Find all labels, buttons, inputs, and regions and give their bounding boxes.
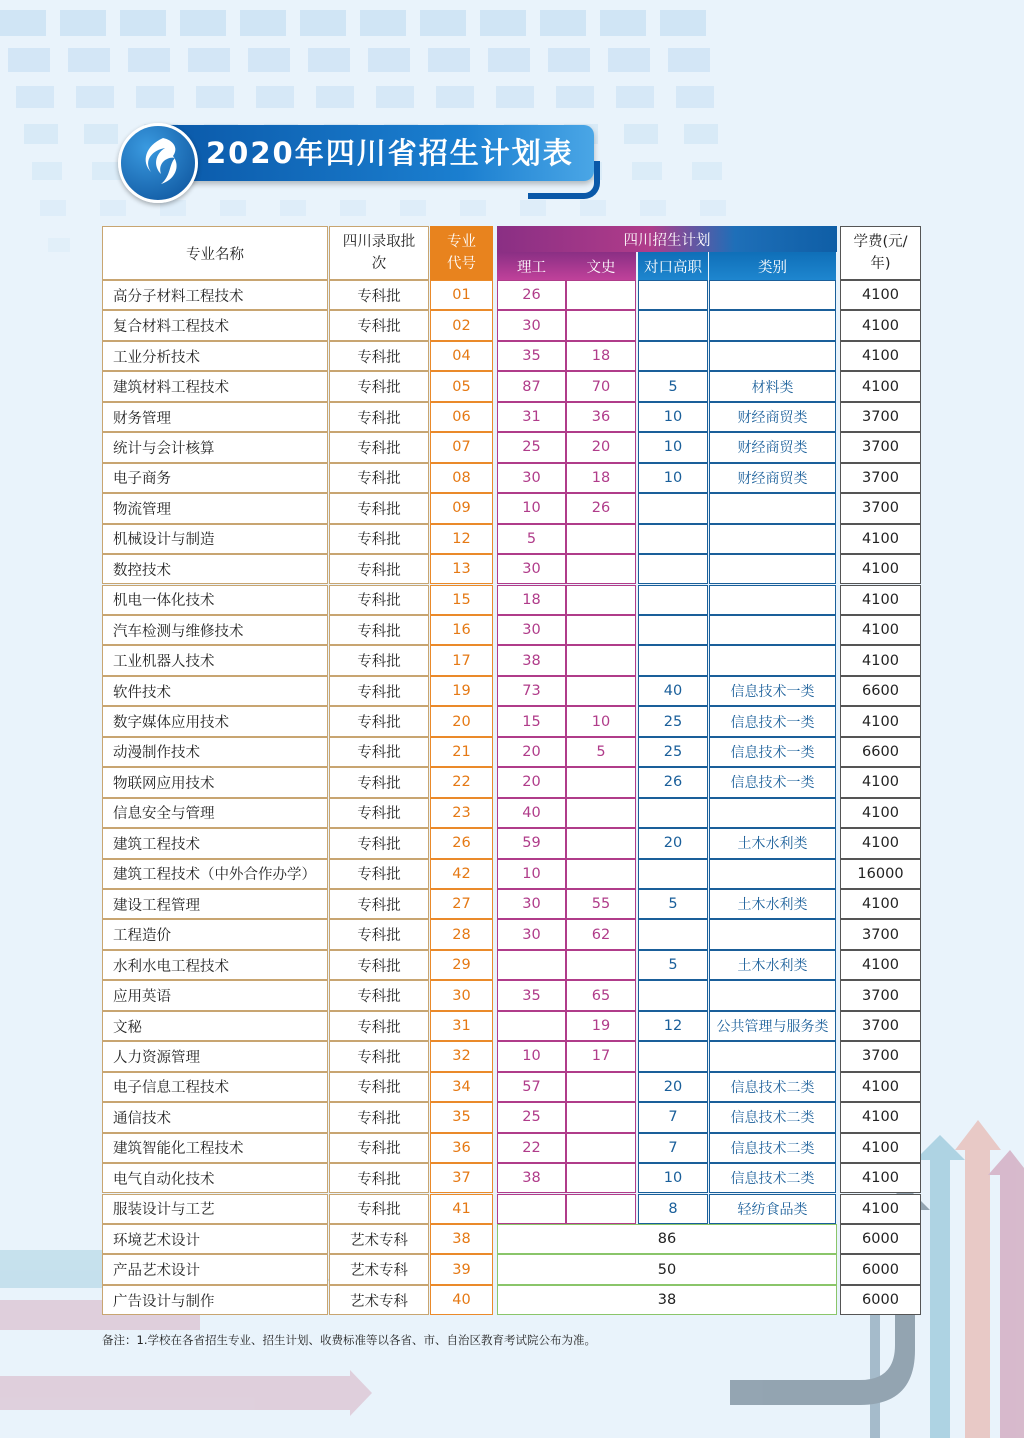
table-row-category <box>709 645 836 675</box>
table-row-science: 59 <box>497 828 566 858</box>
table-row-code: 08 <box>430 463 493 493</box>
table-row-category: 财经商贸类 <box>709 432 836 462</box>
table-row-code: 15 <box>430 585 493 615</box>
table-row-name: 信息安全与管理 <box>102 798 328 828</box>
table-row-vocational: 20 <box>638 1072 708 1102</box>
table-row-science: 35 <box>497 341 566 371</box>
art-row-name: 广告设计与制作 <box>102 1285 328 1315</box>
table-row-science: 30 <box>497 919 566 949</box>
table-row-science: 38 <box>497 645 566 675</box>
table-row-science: 26 <box>497 280 566 310</box>
table-row-fee: 3700 <box>840 493 921 523</box>
table-row-name: 文秘 <box>102 1011 328 1041</box>
table-row-batch: 专科批 <box>329 524 429 554</box>
table-row-batch: 专科批 <box>329 585 429 615</box>
footnote: 备注：1.学校在各省招生专业、招生计划、收费标准等以各省、市、自治区教育考试院公布为准。 <box>102 1333 596 1347</box>
table-row-name: 汽车检测与维修技术 <box>102 615 328 645</box>
table-row-code: 32 <box>430 1041 493 1071</box>
table-row-science: 10 <box>497 859 566 889</box>
table-row-fee: 4100 <box>840 1163 921 1193</box>
table-row-fee: 3700 <box>840 463 921 493</box>
table-row-vocational <box>638 554 708 584</box>
table-row-name: 建筑工程技术 <box>102 828 328 858</box>
table-row-science: 38 <box>497 1163 566 1193</box>
table-row-fee: 4100 <box>840 1133 921 1163</box>
table-row-vocational <box>638 645 708 675</box>
table-row-batch: 专科批 <box>329 341 429 371</box>
table-row-name: 动漫制作技术 <box>102 737 328 767</box>
table-row-science: 31 <box>497 402 566 432</box>
table-row-arts <box>566 645 636 675</box>
table-row-code: 35 <box>430 1102 493 1132</box>
art-row-code: 40 <box>430 1285 493 1315</box>
table-row-batch: 专科批 <box>329 1072 429 1102</box>
table-row-category <box>709 919 836 949</box>
table-row-arts: 18 <box>566 341 636 371</box>
table-row-batch: 专科批 <box>329 859 429 889</box>
table-row-batch: 专科批 <box>329 919 429 949</box>
table-row-batch: 专科批 <box>329 737 429 767</box>
table-row-code: 04 <box>430 341 493 371</box>
table-row-arts: 20 <box>566 432 636 462</box>
table-row-science: 25 <box>497 1102 566 1132</box>
table-row-fee: 4100 <box>840 645 921 675</box>
table-row-name: 水利水电工程技术 <box>102 950 328 980</box>
table-row-arts <box>566 950 636 980</box>
table-row-batch: 专科批 <box>329 1041 429 1071</box>
table-row-name: 建筑工程技术（中外合作办学） <box>102 859 328 889</box>
table-row-fee: 4100 <box>840 554 921 584</box>
art-row-total: 50 <box>497 1254 837 1284</box>
table-row-arts <box>566 1133 636 1163</box>
table-row-fee: 4100 <box>840 798 921 828</box>
school-logo-icon <box>118 123 198 203</box>
table-row-batch: 专科批 <box>329 828 429 858</box>
table-row-vocational: 26 <box>638 767 708 797</box>
table-row-vocational: 10 <box>638 402 708 432</box>
table-row-science: 10 <box>497 1041 566 1071</box>
table-row-name: 物流管理 <box>102 493 328 523</box>
table-row-science: 22 <box>497 1133 566 1163</box>
table-row-category <box>709 585 836 615</box>
table-row-arts <box>566 767 636 797</box>
table-row-vocational: 5 <box>638 950 708 980</box>
table-row-name: 物联网应用技术 <box>102 767 328 797</box>
table-row-category: 信息技术二类 <box>709 1133 836 1163</box>
table-row-category: 信息技术一类 <box>709 767 836 797</box>
table-row-name: 复合材料工程技术 <box>102 310 328 340</box>
title-banner <box>118 123 594 193</box>
table-row-category: 信息技术二类 <box>709 1102 836 1132</box>
table-row-vocational: 12 <box>638 1011 708 1041</box>
table-row-fee: 4100 <box>840 585 921 615</box>
header-vocational: 对口高职 <box>638 252 708 280</box>
table-row-arts <box>566 524 636 554</box>
table-row-batch: 专科批 <box>329 798 429 828</box>
table-row-category: 材料类 <box>709 371 836 401</box>
table-row-batch: 专科批 <box>329 371 429 401</box>
table-row-arts: 62 <box>566 919 636 949</box>
table-row-fee: 4100 <box>840 889 921 919</box>
table-row-batch: 专科批 <box>329 1163 429 1193</box>
table-row-name: 工业分析技术 <box>102 341 328 371</box>
table-row-name: 数字媒体应用技术 <box>102 706 328 736</box>
table-row-vocational: 25 <box>638 737 708 767</box>
table-row-vocational <box>638 310 708 340</box>
table-row-arts: 70 <box>566 371 636 401</box>
table-row-code: 13 <box>430 554 493 584</box>
table-row-code: 28 <box>430 919 493 949</box>
table-row-name: 通信技术 <box>102 1102 328 1132</box>
table-row-name: 建筑材料工程技术 <box>102 371 328 401</box>
table-row-vocational <box>638 980 708 1010</box>
table-row-code: 01 <box>430 280 493 310</box>
table-row-batch: 专科批 <box>329 1133 429 1163</box>
table-row-category: 公共管理与服务类 <box>709 1011 836 1041</box>
table-row-vocational <box>638 859 708 889</box>
table-row-arts <box>566 280 636 310</box>
table-row-vocational <box>638 615 708 645</box>
header-arts: 文史 <box>566 252 636 280</box>
table-row-fee: 6600 <box>840 737 921 767</box>
table-row-category <box>709 524 836 554</box>
table-row-name: 工业机器人技术 <box>102 645 328 675</box>
table-row-batch: 专科批 <box>329 676 429 706</box>
table-row-batch: 专科批 <box>329 310 429 340</box>
table-row-science: 25 <box>497 432 566 462</box>
table-row-science: 5 <box>497 524 566 554</box>
table-row-batch: 专科批 <box>329 950 429 980</box>
table-row-name: 电气自动化技术 <box>102 1163 328 1193</box>
table-row-fee: 4100 <box>840 828 921 858</box>
table-row-code: 30 <box>430 980 493 1010</box>
table-row-name: 数控技术 <box>102 554 328 584</box>
table-row-arts <box>566 585 636 615</box>
table-row-science: 20 <box>497 737 566 767</box>
table-row-name: 机械设计与制造 <box>102 524 328 554</box>
table-row-fee: 4100 <box>840 1102 921 1132</box>
table-row-science: 35 <box>497 980 566 1010</box>
table-row-code: 29 <box>430 950 493 980</box>
table-row-category: 土木水利类 <box>709 950 836 980</box>
table-row-arts <box>566 1102 636 1132</box>
table-row-batch: 专科批 <box>329 615 429 645</box>
table-row-arts <box>566 676 636 706</box>
table-row-science: 40 <box>497 798 566 828</box>
art-row-code: 38 <box>430 1224 493 1254</box>
table-row-batch: 专科批 <box>329 1194 429 1224</box>
table-row-code: 21 <box>430 737 493 767</box>
table-row-category <box>709 859 836 889</box>
table-row-science: 30 <box>497 463 566 493</box>
table-row-fee: 3700 <box>840 1011 921 1041</box>
table-row-category <box>709 341 836 371</box>
table-row-science: 57 <box>497 1072 566 1102</box>
table-row-category: 信息技术一类 <box>709 676 836 706</box>
table-row-vocational <box>638 341 708 371</box>
table-row-fee: 4100 <box>840 371 921 401</box>
table-row-batch: 专科批 <box>329 1011 429 1041</box>
table-row-name: 统计与会计核算 <box>102 432 328 462</box>
table-row-batch: 专科批 <box>329 463 429 493</box>
table-row-code: 36 <box>430 1133 493 1163</box>
art-row-code: 39 <box>430 1254 493 1284</box>
table-row-arts: 36 <box>566 402 636 432</box>
table-row-batch: 专科批 <box>329 432 429 462</box>
table-row-science <box>497 1011 566 1041</box>
table-row-code: 09 <box>430 493 493 523</box>
table-row-code: 19 <box>430 676 493 706</box>
table-row-code: 22 <box>430 767 493 797</box>
table-row-category <box>709 280 836 310</box>
art-row-fee: 6000 <box>840 1254 921 1284</box>
table-row-science: 15 <box>497 706 566 736</box>
header-science: 理工 <box>497 252 566 280</box>
page-title: 2020年四川省招生计划表 <box>206 136 574 170</box>
table-row-code: 26 <box>430 828 493 858</box>
table-row-category <box>709 615 836 645</box>
table-row-fee: 3700 <box>840 980 921 1010</box>
table-row-arts <box>566 1072 636 1102</box>
table-row-name: 电子信息工程技术 <box>102 1072 328 1102</box>
table-row-name: 软件技术 <box>102 676 328 706</box>
art-row-name: 产品艺术设计 <box>102 1254 328 1284</box>
table-row-fee: 4100 <box>840 280 921 310</box>
table-row-arts <box>566 615 636 645</box>
table-row-category: 土木水利类 <box>709 828 836 858</box>
table-row-science <box>497 1194 566 1224</box>
table-row-fee: 3700 <box>840 432 921 462</box>
art-row-fee: 6000 <box>840 1285 921 1315</box>
table-row-name: 财务管理 <box>102 402 328 432</box>
art-row-batch: 艺术专科 <box>329 1254 429 1284</box>
table-row-vocational <box>638 919 708 949</box>
table-row-category <box>709 980 836 1010</box>
table-row-science: 18 <box>497 585 566 615</box>
table-row-vocational: 10 <box>638 432 708 462</box>
header-plan-group: 四川招生计划 <box>497 226 837 252</box>
table-row-fee: 6600 <box>840 676 921 706</box>
table-row-category <box>709 798 836 828</box>
table-row-science: 30 <box>497 310 566 340</box>
table-row-vocational: 8 <box>638 1194 708 1224</box>
table-row-code: 20 <box>430 706 493 736</box>
table-row-arts: 55 <box>566 889 636 919</box>
table-row-code: 37 <box>430 1163 493 1193</box>
table-row-vocational <box>638 585 708 615</box>
header-fee: 学费(元/年) <box>840 226 921 280</box>
header-name: 专业名称 <box>102 226 328 280</box>
art-row-batch: 艺术专科 <box>329 1285 429 1315</box>
table-row-code: 41 <box>430 1194 493 1224</box>
table-row-category: 土木水利类 <box>709 889 836 919</box>
table-row-fee: 4100 <box>840 615 921 645</box>
table-row-fee: 4100 <box>840 1194 921 1224</box>
table-row-science: 73 <box>497 676 566 706</box>
table-row-name: 高分子材料工程技术 <box>102 280 328 310</box>
table-row-code: 27 <box>430 889 493 919</box>
table-row-batch: 专科批 <box>329 554 429 584</box>
table-row-batch: 专科批 <box>329 767 429 797</box>
table-row-name: 工程造价 <box>102 919 328 949</box>
table-row-arts <box>566 310 636 340</box>
table-row-vocational: 10 <box>638 1163 708 1193</box>
table-row-science: 87 <box>497 371 566 401</box>
table-row-code: 16 <box>430 615 493 645</box>
table-row-name: 机电一体化技术 <box>102 585 328 615</box>
table-row-code: 42 <box>430 859 493 889</box>
table-row-science: 20 <box>497 767 566 797</box>
table-row-fee: 3700 <box>840 919 921 949</box>
table-row-arts <box>566 798 636 828</box>
table-row-batch: 专科批 <box>329 280 429 310</box>
table-row-arts <box>566 1163 636 1193</box>
table-row-category <box>709 310 836 340</box>
table-row-batch: 专科批 <box>329 402 429 432</box>
table-row-science: 10 <box>497 493 566 523</box>
table-row-batch: 专科批 <box>329 980 429 1010</box>
table-row-vocational <box>638 1041 708 1071</box>
table-row-code: 02 <box>430 310 493 340</box>
table-row-arts <box>566 828 636 858</box>
table-row-fee: 4100 <box>840 950 921 980</box>
table-row-fee: 4100 <box>840 706 921 736</box>
table-row-name: 建设工程管理 <box>102 889 328 919</box>
table-row-vocational: 40 <box>638 676 708 706</box>
table-row-category: 信息技术一类 <box>709 737 836 767</box>
table-row-fee: 16000 <box>840 859 921 889</box>
table-row-category: 信息技术一类 <box>709 706 836 736</box>
table-row-vocational: 7 <box>638 1133 708 1163</box>
table-row-fee: 3700 <box>840 402 921 432</box>
table-row-category: 信息技术二类 <box>709 1163 836 1193</box>
table-row-fee: 3700 <box>840 1041 921 1071</box>
table-row-name: 建筑智能化工程技术 <box>102 1133 328 1163</box>
table-row-arts <box>566 554 636 584</box>
table-row-arts: 10 <box>566 706 636 736</box>
table-row-science: 30 <box>497 554 566 584</box>
table-row-name: 服装设计与工艺 <box>102 1194 328 1224</box>
table-row-code: 34 <box>430 1072 493 1102</box>
table-row-batch: 专科批 <box>329 493 429 523</box>
table-row-science: 30 <box>497 889 566 919</box>
header-batch: 四川录取批次 <box>329 226 429 280</box>
table-row-vocational <box>638 280 708 310</box>
table-row-arts: 19 <box>566 1011 636 1041</box>
table-row-name: 电子商务 <box>102 463 328 493</box>
table-row-batch: 专科批 <box>329 706 429 736</box>
table-row-fee: 4100 <box>840 1072 921 1102</box>
table-row-code: 12 <box>430 524 493 554</box>
art-row-total: 38 <box>497 1285 837 1315</box>
table-row-code: 05 <box>430 371 493 401</box>
table-row-batch: 专科批 <box>329 645 429 675</box>
table-row-category <box>709 1041 836 1071</box>
table-row-vocational: 25 <box>638 706 708 736</box>
table-row-code: 31 <box>430 1011 493 1041</box>
table-row-code: 06 <box>430 402 493 432</box>
table-row-arts: 26 <box>566 493 636 523</box>
table-row-code: 07 <box>430 432 493 462</box>
art-row-total: 86 <box>497 1224 837 1254</box>
table-row-fee: 4100 <box>840 767 921 797</box>
table-row-fee: 4100 <box>840 341 921 371</box>
table-row-vocational <box>638 493 708 523</box>
table-row-arts: 17 <box>566 1041 636 1071</box>
table-row-vocational <box>638 798 708 828</box>
table-row-science: 30 <box>497 615 566 645</box>
table-row-category <box>709 493 836 523</box>
table-row-arts: 5 <box>566 737 636 767</box>
table-row-fee: 4100 <box>840 310 921 340</box>
table-row-batch: 专科批 <box>329 1102 429 1132</box>
table-row-vocational: 5 <box>638 889 708 919</box>
table-row-code: 17 <box>430 645 493 675</box>
header-category: 类别 <box>709 252 836 280</box>
table-row-category <box>709 554 836 584</box>
table-row-vocational: 20 <box>638 828 708 858</box>
table-row-name: 人力资源管理 <box>102 1041 328 1071</box>
table-row-arts: 18 <box>566 463 636 493</box>
table-row-category: 财经商贸类 <box>709 463 836 493</box>
art-row-fee: 6000 <box>840 1224 921 1254</box>
table-row-science <box>497 950 566 980</box>
table-row-arts <box>566 859 636 889</box>
table-row-name: 应用英语 <box>102 980 328 1010</box>
header-code: 专业代号 <box>430 226 493 280</box>
table-row-category: 轻纺食品类 <box>709 1194 836 1224</box>
table-row-fee: 4100 <box>840 524 921 554</box>
table-row-vocational: 7 <box>638 1102 708 1132</box>
table-row-batch: 专科批 <box>329 889 429 919</box>
art-row-name: 环境艺术设计 <box>102 1224 328 1254</box>
table-row-code: 23 <box>430 798 493 828</box>
table-row-vocational <box>638 524 708 554</box>
table-row-vocational: 10 <box>638 463 708 493</box>
table-row-vocational: 5 <box>638 371 708 401</box>
art-row-batch: 艺术专科 <box>329 1224 429 1254</box>
table-row-category: 信息技术二类 <box>709 1072 836 1102</box>
table-row-arts <box>566 1194 636 1224</box>
table-row-arts: 65 <box>566 980 636 1010</box>
table-row-category: 财经商贸类 <box>709 402 836 432</box>
